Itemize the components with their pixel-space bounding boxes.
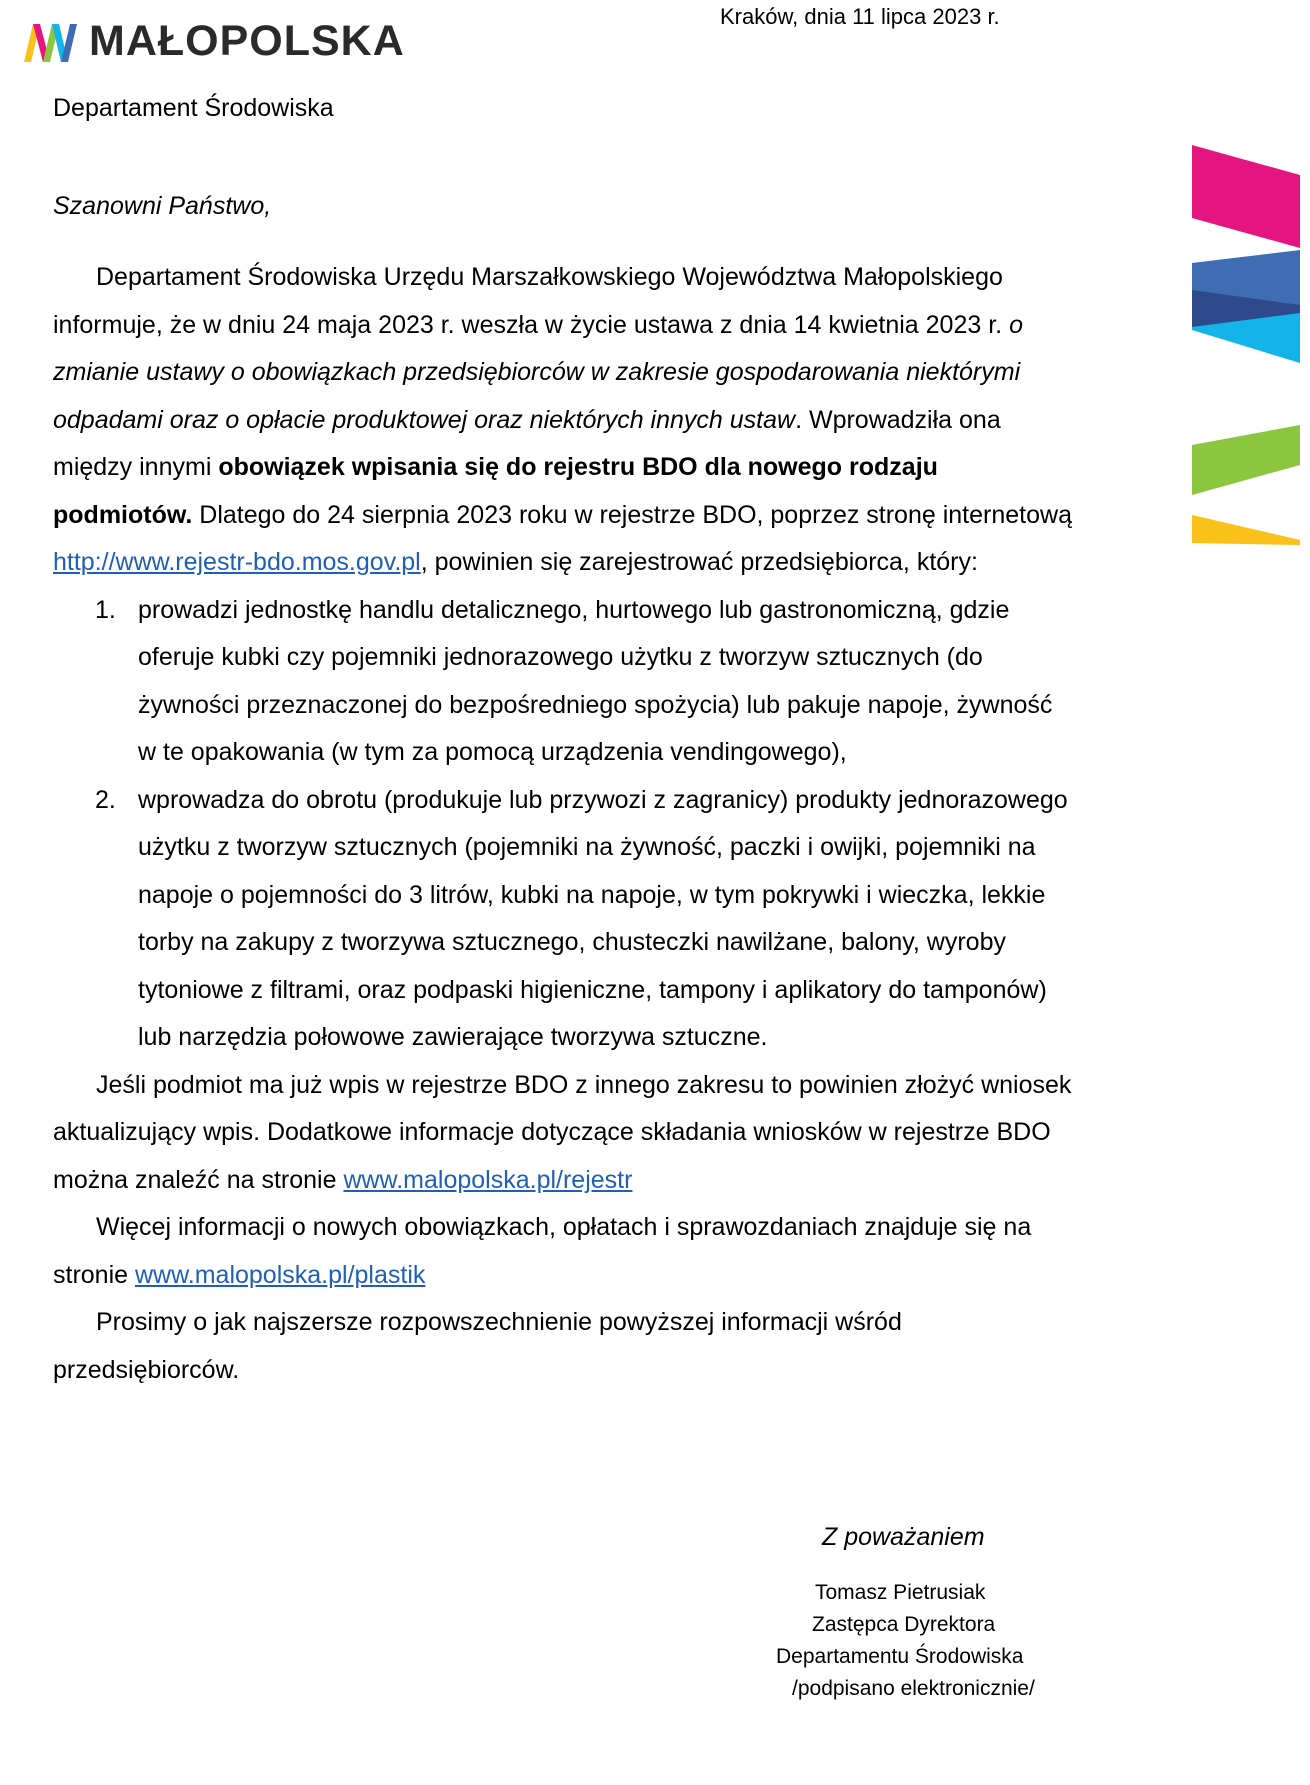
bdo-register-link[interactable]: http://www.rejestr-bdo.mos.gov.pl — [53, 548, 421, 576]
p1-text-c: Dlatego do 24 sierpnia 2023 roku w rejestrze BDO, poprzez stronę internetową — [192, 500, 1072, 529]
logo-text: MAŁOPOLSKA — [89, 17, 405, 65]
obligation-list — [53, 587, 1073, 1062]
closing-regards: Z poważaniem — [822, 1523, 985, 1551]
paragraph-1 — [53, 254, 1073, 587]
decorative-stripes-icon — [1192, 145, 1302, 545]
paragraph-4: Prosimy o jak najszersze rozpowszechnienie powyższej informacji wśród przedsiębiorców. — [53, 1308, 902, 1384]
electronic-signature-note: /podpisano elektronicznie/ — [792, 1677, 1035, 1700]
letter-date: Kraków, dnia 11 lipca 2023 r. — [720, 4, 1000, 29]
p2-text: Jeśli podmiot ma już wpis w rejestrze BDO z innego zakresu to powinien złożyć wniosek aktualizujący wpis. Dodatkowe informacje dotyczące składania wniosków w rejestrze BDO można znaleźć na stronie — [53, 1070, 1072, 1194]
signatory-title: Zastępca Dyrektora — [812, 1613, 996, 1636]
plastic-info-link[interactable]: www.malopolska.pl/plastik — [134, 1260, 426, 1289]
paragraph-3 — [53, 1204, 1073, 1299]
signatory-name: Tomasz Pietrusiak — [815, 1581, 986, 1604]
p1-text-b: . Wprowadziła ona między innymi — [53, 405, 1001, 481]
salutation: Szanowni Państwo, — [53, 192, 272, 220]
p1-text-a: Departament Środowiska Urzędu Marszałkowskiego Województwa Małopolskiego informuje, że w dniu 24 maja 2023 r. weszła w życie ustawa z dnia 14 kwietnia 2023 r. — [53, 263, 1010, 339]
list-item-number: 1. — [95, 595, 116, 624]
malopolska-logo-icon — [24, 22, 80, 62]
malopolska-logo — [24, 17, 405, 65]
list-item-text: wprowadza do obrotu (produkuje lub przywozi z zagranicy) produkty jednorazowego użytku z tworzyw sztucznych (pojemniki na żywność, paczki i owijki, pojemniki na napoje o pojemności do 3 litrów, kubki na napoje, w tym pokrywki i wieczka, lekkie torby na zakupy z tworzywa sztucznego, chusteczki nawilżane, balony, wyroby tytoniowe z filtrami, oraz podpaski higieniczne, tampony i aplikatory do tamponów) lub narzędzia połowowe zawierające tworzywa sztuczne. — [138, 785, 1068, 1051]
signatory-department: Departamentu Środowiska — [776, 1645, 1024, 1668]
act-title: o zmianie ustawy o obowiązkach przedsiębiorców w zakresie gospodarowania niektórymi odpadami oraz o opłacie produktowej oraz niektórych innych ustaw — [53, 310, 1023, 434]
p3-text: Więcej informacji o nowych obowiązkach, opłatach i sprawozdaniach znajduje się na stronie — [53, 1213, 1032, 1289]
list-item-number: 2. — [95, 785, 116, 814]
obligation-highlight: obowiązek wpisania się do rejestru BDO dla nowego rodzaju podmiotów. — [53, 453, 938, 529]
paragraph-2 — [53, 1062, 1073, 1205]
department-name: Departament Środowiska — [53, 94, 334, 122]
list-item-text: prowadzi jednostkę handlu detalicznego, hurtowego lub gastronomiczną, gdzie oferuje kubki czy pojemniki jednorazowego użytku z tworzyw sztucznych (do żywności przeznaczonej do bezpośredniego spożycia) lub pakuje napoje, żywność w te opakowania (w tym za pomocą urządzenia vendingowego), — [138, 595, 1053, 766]
list-item — [53, 587, 1073, 777]
letter-body — [53, 254, 1073, 1394]
register-info-link[interactable]: www.malopolska.pl/rejestr — [343, 1165, 633, 1194]
list-item — [53, 777, 1073, 1062]
p1-text-d: , powinien się zarejestrować przedsiębiorca, który: — [420, 548, 978, 576]
